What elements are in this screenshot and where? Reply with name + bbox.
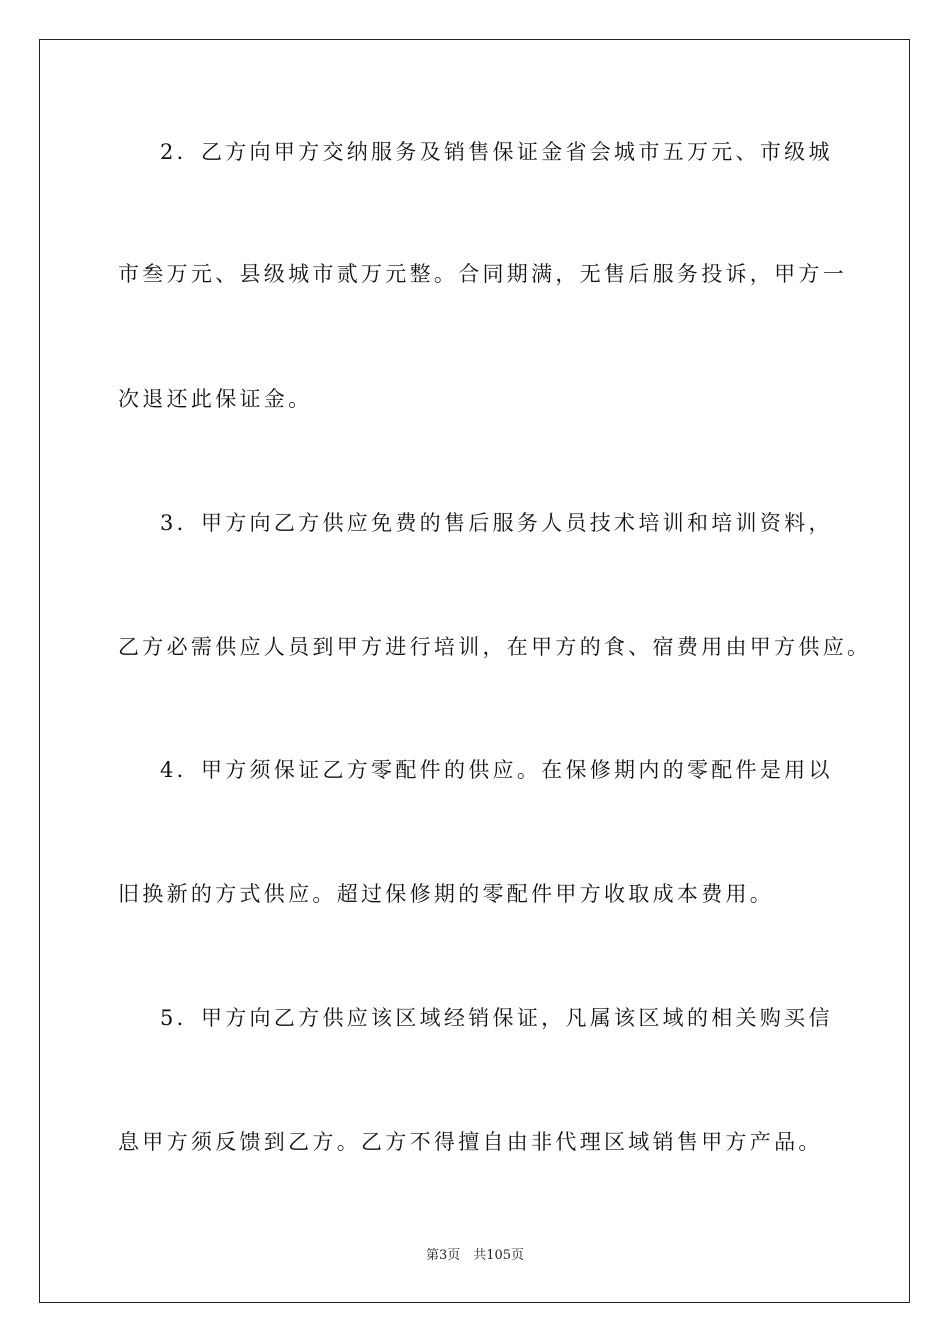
page-border <box>39 39 910 1303</box>
paragraph-5-line-2: 息甲方须反馈到乙方。乙方不得擅自由非代理区域销售甲方产品。 <box>118 1130 823 1154</box>
paragraph-2-line-1: 2．乙方向甲方交纳服务及销售保证金省会城市五万元、市级城 <box>160 140 833 164</box>
paragraph-5-line-1: 5．甲方向乙方供应该区域经销保证，凡属该区域的相关购买信 <box>160 1006 833 1030</box>
paragraph-4-line-1: 4．甲方须保证乙方零配件的供应。在保修期内的零配件是用以 <box>160 758 833 782</box>
paragraph-2-line-3: 次退还此保证金。 <box>118 387 313 411</box>
paragraph-2-line-2: 市叁万元、县级城市贰万元整。合同期满，无售后服务投诉，甲方一 <box>118 262 847 286</box>
paragraph-3-line-1: 3．甲方向乙方供应免费的售后服务人员技术培训和培训资料， <box>160 511 833 535</box>
page-number-footer: 第3页 共105页 <box>425 1248 525 1263</box>
paragraph-3-line-2: 乙方必需供应人员到甲方进行培训，在甲方的食、宿费用由甲方供应。 <box>118 635 872 659</box>
paragraph-4-line-2: 旧换新的方式供应。超过保修期的零配件甲方收取成本费用。 <box>118 882 775 906</box>
